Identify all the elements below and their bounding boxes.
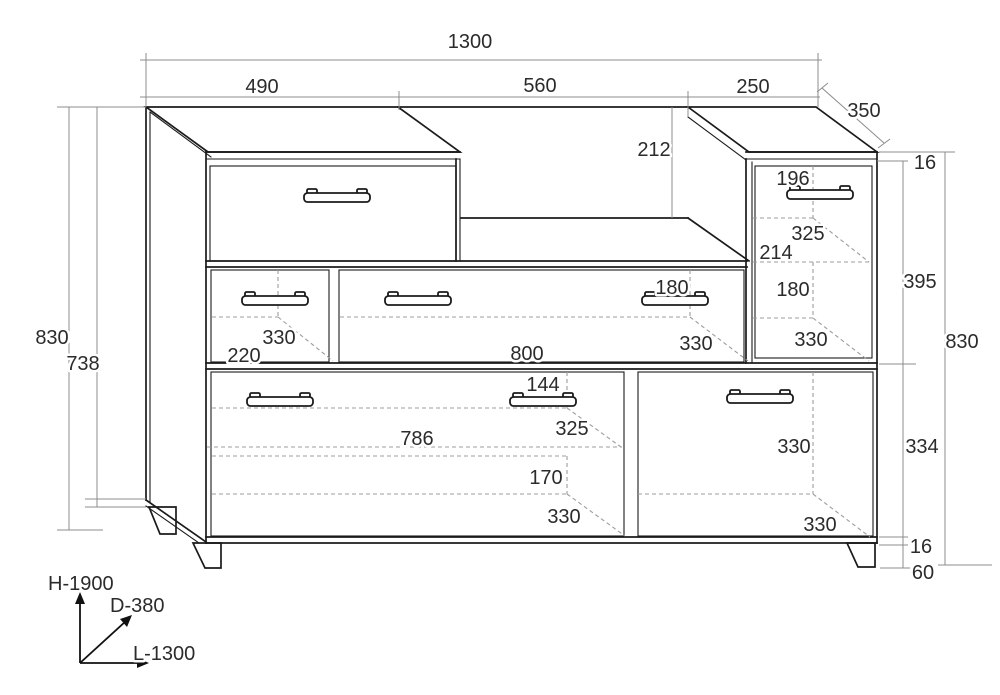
dim-bottom-section-height: 334 (905, 436, 939, 458)
dim-small-drawer-width: 220 (227, 345, 261, 367)
dim-bottom-shelf-level: 170 (529, 467, 563, 489)
front-left-leg (193, 543, 221, 568)
small-drawer-handle (242, 292, 308, 305)
dim-door-depth-lower: 330 (794, 329, 828, 351)
dim-niche-height: 212 (637, 139, 671, 161)
dim-side-panel-height: 738 (66, 353, 100, 375)
dim-bottom-panel-thickness: 16 (909, 536, 933, 558)
dim-bottom-handle-width: 144 (526, 374, 560, 396)
dim-small-drawer-depth: 330 (262, 327, 296, 349)
dim-top-depth: 350 (847, 100, 881, 122)
dim-door-height: 395 (903, 271, 937, 293)
cabinet-outline (146, 107, 877, 568)
dim-bottom-right-depth: 330 (803, 514, 837, 536)
dim-right-total-height: 830 (945, 331, 979, 353)
wide-drawer-left-handle (385, 292, 451, 305)
dim-left-total-height: 830 (35, 327, 69, 349)
axis-height-label: H-1900 (48, 573, 114, 595)
dim-door-handle-width: 196 (776, 168, 810, 190)
dim-door-lower-spacing: 180 (776, 279, 810, 301)
flap-handle (304, 189, 370, 202)
dim-left-section: 490 (245, 76, 279, 98)
handles (242, 186, 853, 406)
dim-wide-drawer-width: 800 (510, 343, 544, 365)
dim-bottom-right-mid-depth: 330 (777, 436, 811, 458)
axis-length-label: L-1300 (133, 643, 196, 665)
dim-bottom-left-depth: 330 (547, 506, 581, 528)
dim-right-section: 250 (736, 76, 770, 98)
front-right-leg (847, 543, 875, 567)
dim-bottom-depth-upper: 325 (555, 418, 589, 440)
dim-door-divider-level: 214 (759, 242, 793, 264)
dim-door-depth-upper: 325 (791, 223, 825, 245)
dim-middle-section: 560 (523, 75, 557, 97)
dim-top-panel-thickness: 16 (913, 152, 937, 174)
dim-total-length: 1300 (447, 31, 493, 53)
dim-leg-height: 60 (911, 562, 935, 584)
dim-wide-drawer-handle: 180 (655, 277, 689, 299)
axis-depth-label: D-380 (110, 595, 165, 617)
top-flap-front (210, 166, 456, 261)
bottom-left-handle-1 (247, 393, 313, 406)
dim-wide-drawer-depth: 330 (679, 333, 713, 355)
left-top-surface (146, 107, 460, 152)
bottom-right-handle (727, 390, 793, 403)
dim-bottom-front-width: 786 (400, 428, 434, 450)
